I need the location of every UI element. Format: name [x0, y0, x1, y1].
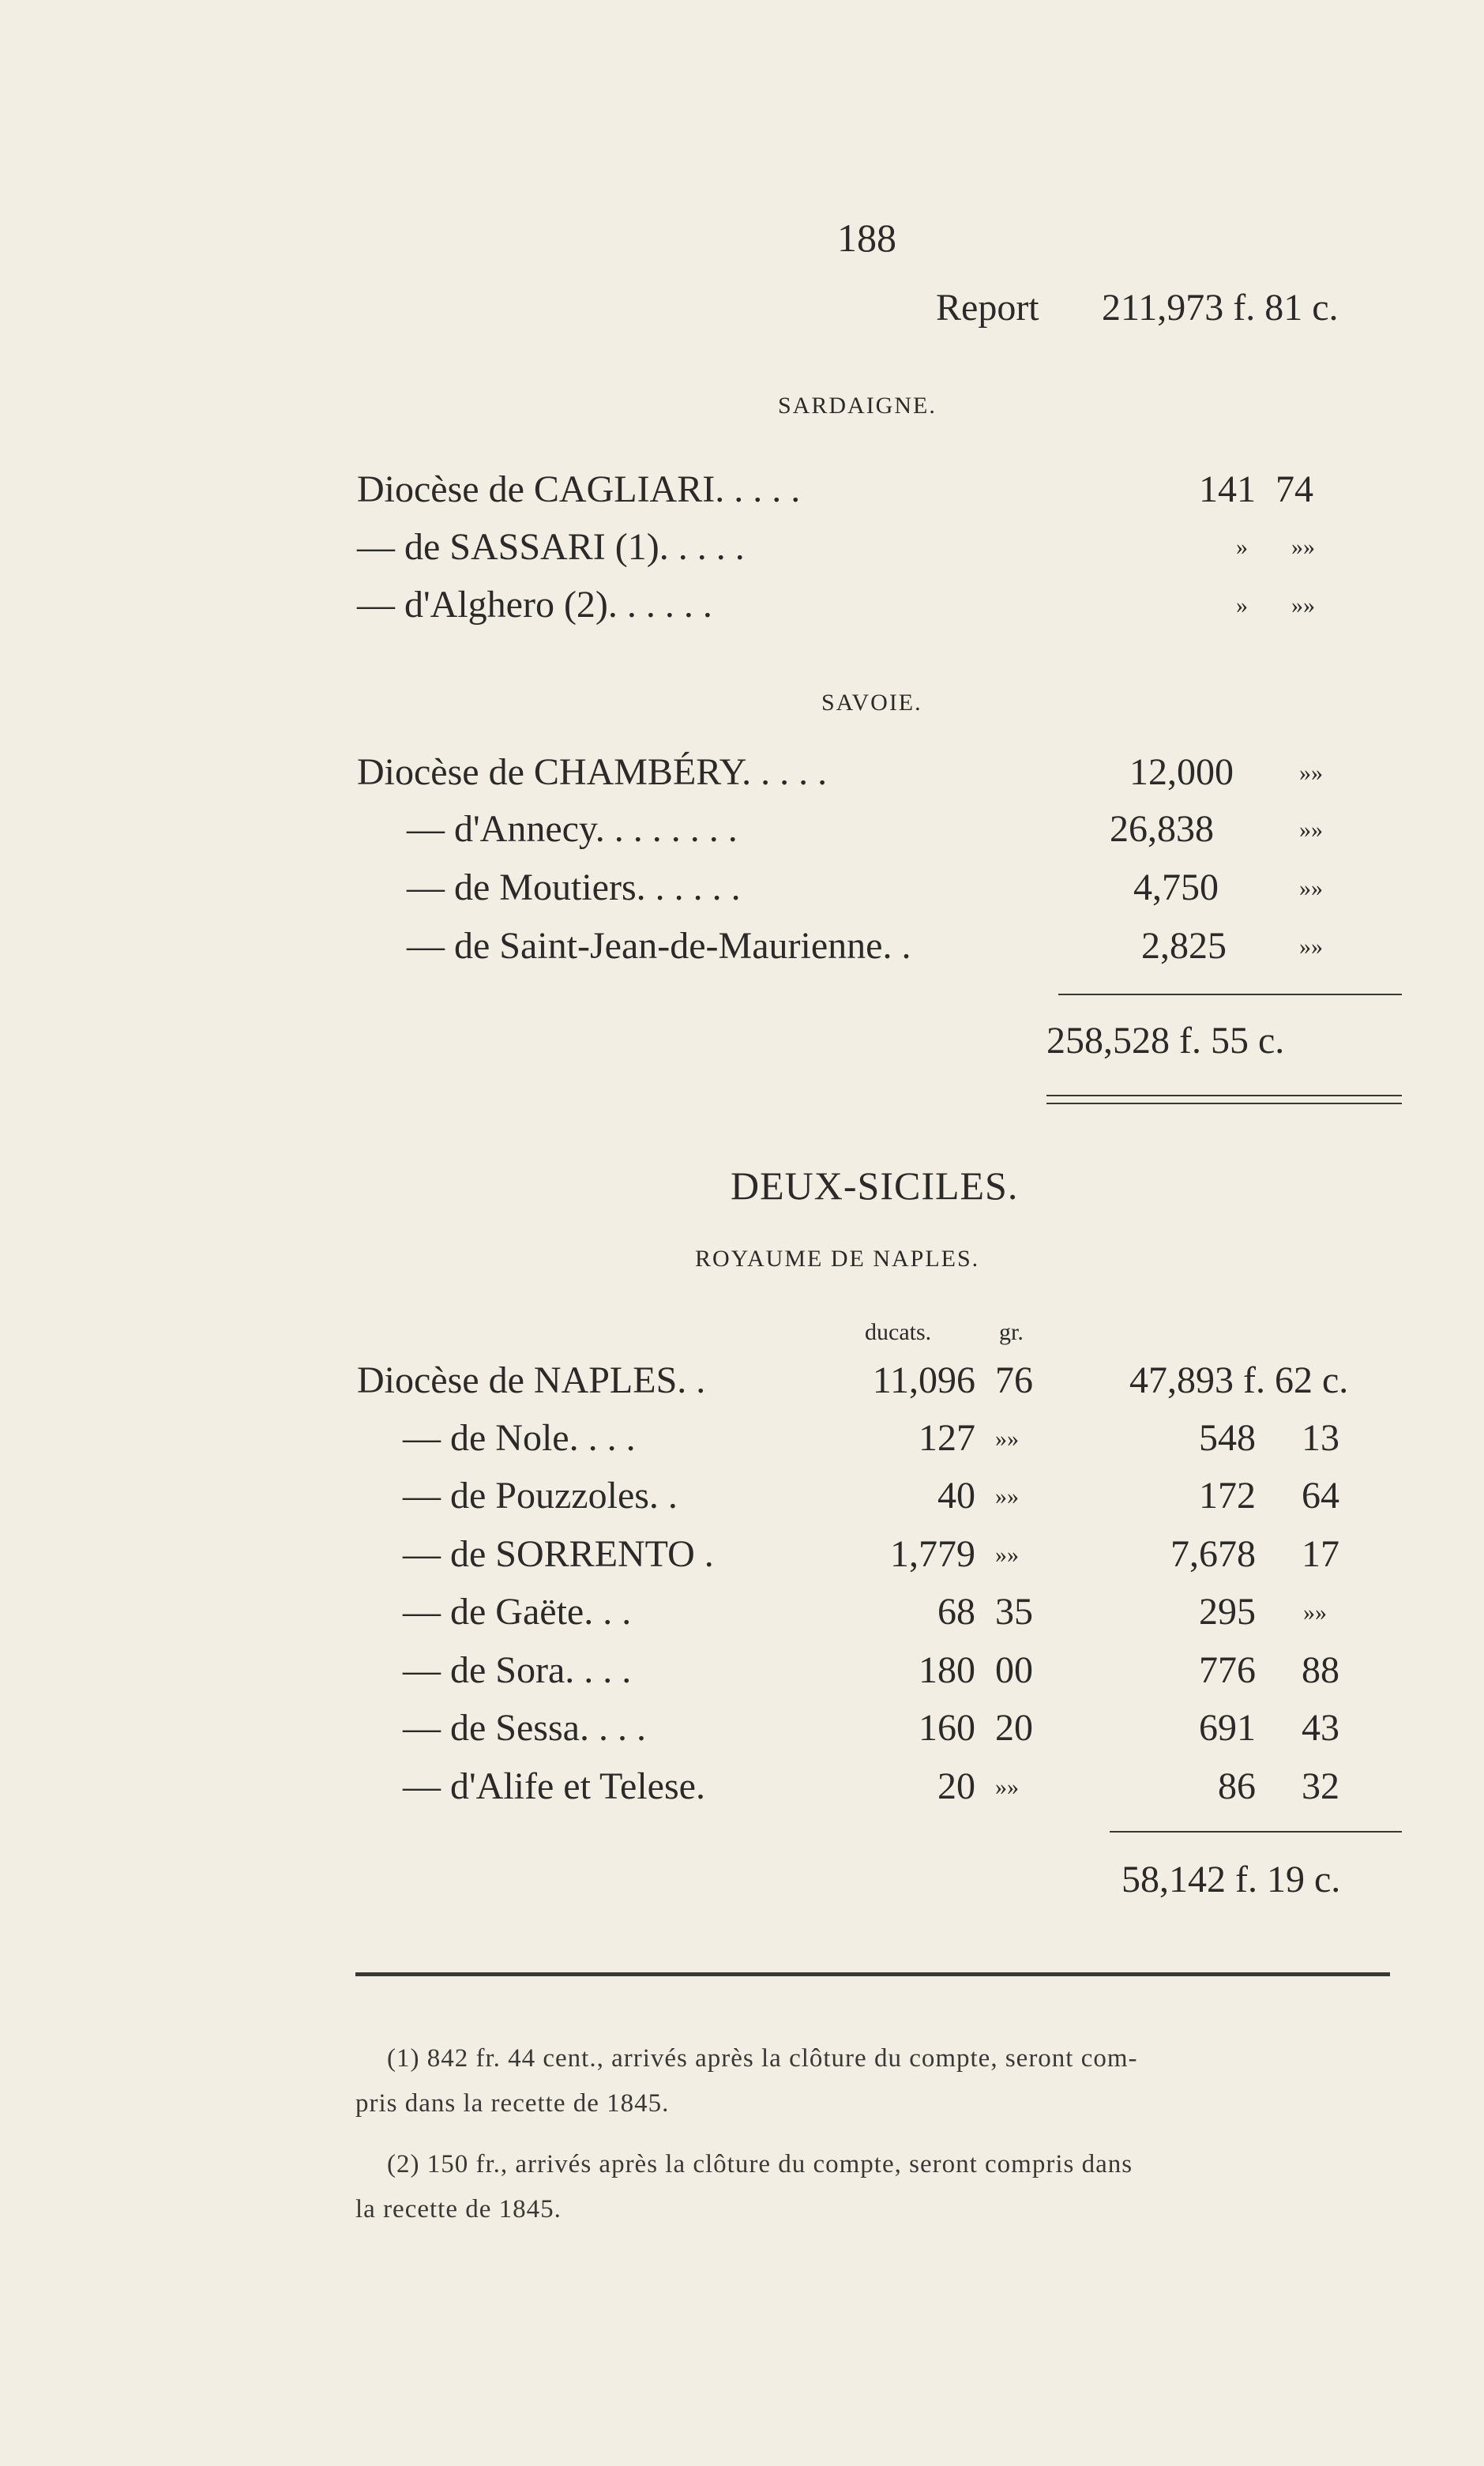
row-centimes: 32 [1302, 1765, 1339, 1807]
row-label: — de Sessa. . . . [403, 1707, 646, 1749]
row-label: — d'Annecy. . . . . . . . [407, 808, 738, 850]
row-centimes: 64 [1302, 1475, 1339, 1517]
row-francs: 776 [1199, 1649, 1256, 1691]
row-francs: 295 [1199, 1591, 1256, 1633]
row-francs: 691 [1199, 1707, 1256, 1749]
row-value-b: 74 [1275, 468, 1313, 510]
row-label: — de Moutiers. . . . . . [407, 866, 741, 908]
row-ducats: 20 [937, 1765, 975, 1807]
row-francs: 172 [1199, 1475, 1256, 1517]
row-ducats: 127 [919, 1417, 975, 1459]
column-header-gr: gr. [999, 1319, 1024, 1345]
row-label: — de Gaëte. . . [403, 1591, 632, 1633]
sum-rule [1110, 1831, 1402, 1833]
double-rule-bottom [1046, 1103, 1402, 1104]
row-centimes: 13 [1302, 1417, 1339, 1459]
double-rule-top [1046, 1095, 1402, 1096]
footnote-2-line-1: (2) 150 fr., arrivés après la clôture du compte, seront compris dans [387, 2150, 1133, 2178]
row-ducats: 180 [919, 1649, 975, 1691]
row-francs: 86 [1218, 1765, 1256, 1807]
row-value-a: » [1236, 592, 1248, 618]
row-centimes: 43 [1302, 1707, 1339, 1749]
row-ducats: 160 [919, 1707, 975, 1749]
row-value-a: 26,838 [1110, 808, 1214, 850]
savoie-total: 258,528 f. 55 c. [1046, 1020, 1285, 1062]
row-label: — d'Alghero (2). . . . . . [357, 584, 712, 626]
section-heading-deux-siciles: DEUX-SICILES. [731, 1163, 1019, 1208]
row-label: — de Sora. . . . [403, 1649, 632, 1691]
row-ducats: 40 [937, 1475, 975, 1517]
report-amount: 211,973 f. 81 c. [1102, 287, 1339, 329]
row-grana: 20 [995, 1707, 1033, 1749]
section-subheading-naples: ROYAUME DE NAPLES. [695, 1246, 980, 1272]
row-grana: »» [995, 1774, 1019, 1800]
row-ducats: 11,096 [872, 1359, 975, 1401]
row-value-b: »» [1299, 875, 1323, 901]
row-ducats: 68 [937, 1591, 975, 1633]
row-grana: 35 [995, 1591, 1033, 1633]
row-centimes: »» [1303, 1600, 1327, 1626]
footnote-1-line-1: (1) 842 fr. 44 cent., arrivés après la clôture du compte, seront com- [387, 2044, 1138, 2073]
row-label: — de SASSARI (1). . . . . [357, 526, 745, 568]
row-value-b: »» [1299, 817, 1323, 843]
row-grana: 00 [995, 1649, 1033, 1691]
row-value-b: »» [1291, 592, 1315, 618]
row-francs: 548 [1199, 1417, 1256, 1459]
section-heading-savoie: SAVOIE. [821, 690, 922, 716]
row-label: — de Pouzzoles. . [403, 1475, 678, 1517]
row-value-b: »» [1299, 934, 1323, 960]
footnote-separator [355, 1972, 1390, 1976]
row-grana: 76 [995, 1359, 1033, 1401]
deux-siciles-total: 58,142 f. 19 c. [1121, 1859, 1341, 1900]
page-number: 188 [837, 216, 896, 260]
row-label: Diocèse de NAPLES. . [357, 1359, 706, 1401]
sum-rule [1058, 994, 1402, 995]
row-centimes: 88 [1302, 1649, 1339, 1691]
row-value-a: 12,000 [1129, 751, 1234, 793]
row-value-b: »» [1291, 534, 1315, 560]
row-value-a: 141 [1199, 468, 1256, 510]
row-value-b: »» [1299, 760, 1323, 786]
row-grana: »» [995, 1483, 1019, 1509]
row-value-a: 4,750 [1133, 866, 1219, 908]
row-centimes: 17 [1302, 1533, 1339, 1575]
row-label: — de SORRENTO . [403, 1533, 714, 1575]
row-label: — d'Alife et Telese. [403, 1765, 705, 1807]
section-heading-sardaigne: SARDAIGNE. [778, 393, 937, 419]
column-header-ducats: ducats. [865, 1319, 932, 1345]
row-label: Diocèse de CHAMBÉRY. . . . . [357, 751, 828, 793]
row-label: — de Nole. . . . [403, 1417, 636, 1459]
row-value-a: » [1236, 534, 1248, 560]
row-grana: »» [995, 1542, 1019, 1568]
row-francs: 7,678 [1170, 1533, 1256, 1575]
footnote-2-line-2: la recette de 1845. [355, 2195, 562, 2224]
report-label: Report [936, 287, 1039, 329]
row-francs: 47,893 f. 62 c. [1129, 1359, 1349, 1401]
row-label: Diocèse de CAGLIARI. . . . . [357, 468, 801, 510]
row-grana: »» [995, 1426, 1019, 1452]
row-label: — de Saint-Jean-de-Maurienne. . [407, 925, 911, 967]
row-ducats: 1,779 [890, 1533, 975, 1575]
footnote-1-line-2: pris dans la recette de 1845. [355, 2089, 670, 2118]
row-value-a: 2,825 [1141, 925, 1227, 967]
